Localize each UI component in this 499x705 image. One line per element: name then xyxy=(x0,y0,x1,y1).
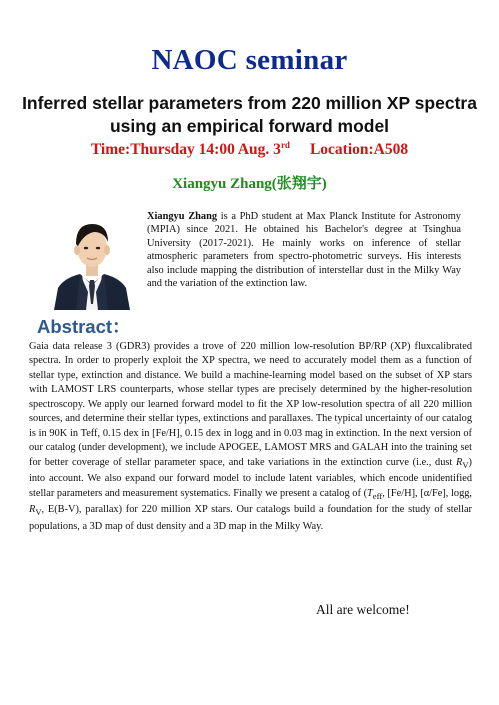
speaker-name: Xiangyu Zhang(张翔宇) xyxy=(172,176,327,192)
abstract-heading: Abstract： xyxy=(37,316,131,337)
welcome-note: All are welcome! xyxy=(316,602,410,617)
teff-symbol: T xyxy=(367,487,373,499)
abstract-body xyxy=(29,340,472,534)
abstract-part-3: , [Fe/H], [α/Fe], logg, xyxy=(382,487,473,499)
bio-text: is a PhD student at Max Planck Institute for Astronomy (MPIA) since 2021. He obtained his Bachelor's degree at Tsinghua University (2017-2021). He mainly works on inference of stellar atmospheric parameters from spectro-photometric surveys. His interests also include mapping the distribution of interstellar dust in the Milky Way and the variation of the extinction law. xyxy=(147,211,461,290)
abstract-part-2: ) into account. We also expand our forward model to include latent variables, which encode unidentified stellar parameters and measurement systematics. Finally we present a catalog of ( xyxy=(29,456,472,499)
speaker-bio xyxy=(147,210,461,290)
rv-symbol: R xyxy=(456,456,463,468)
talk-title: Inferred stellar parameters from 220 million XP spectra using an empirical forward model xyxy=(22,93,477,136)
location-label: Location:A508 xyxy=(309,141,409,159)
teff-subscript: eff xyxy=(372,490,383,501)
time-location-line xyxy=(0,140,499,159)
abstract-part-4: , E(B-V), parallax) for 220 million XP stars. Our catalogs build a foundation for the study of stellar populations, a 3D map of dust density and a 3D map in the Milky Way. xyxy=(29,504,472,532)
seminar-title: NAOC seminar xyxy=(151,44,348,76)
date-ordinal: rd xyxy=(280,140,290,150)
abstract-part-1: Gaia data release 3 (GDR3) provides a trove of 220 million low-resolution BP/RP (XP) fluxcalibrated spectra. In order to properly exploit the XP spectra, we need to accurately model them as a function of stellar type, extinction and distance. We build a machine-learning model based on the subset of XP stars with LAMOST LRS counterparts, whose stellar types are precisely determined by the higher-resolution spectroscopy. We apply our learned forward model to fit the XP low-resolution spectra of all 220 million sources, and determine their stellar types, extinctions and parallaxes. The typical uncertainty of our catalog is in 90K in Teff, 0.15 dex in [Fe/H], 0.15 dex in logg and in 0.03 mag in extinction. In the next version of our catalog (under development), we include APOGEE, LAMOST MRS and GALAH into the training set for better coverage of stellar parameter space, and take variations in the extinction curve (i.e., dust xyxy=(29,341,472,468)
rv-subscript-2: V xyxy=(35,507,42,518)
rv-subscript: V xyxy=(462,459,469,470)
speaker-portrait-image xyxy=(50,208,134,310)
time-label: Time:Thursday 14:00 Aug. 3 xyxy=(90,141,281,159)
bio-name: Xiangyu Zhang xyxy=(147,211,218,222)
rv-symbol-2: R xyxy=(29,504,36,516)
speaker-photo xyxy=(50,208,134,310)
